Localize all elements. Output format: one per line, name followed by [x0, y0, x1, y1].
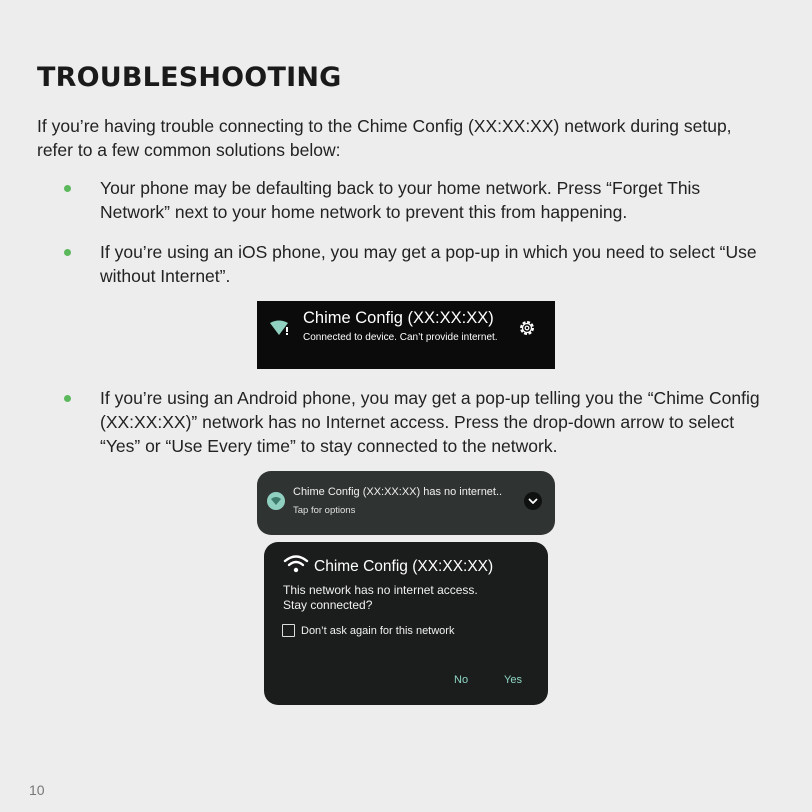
- bullet-text: If you’re using an Android phone, you may get a pop-up telling you the “Chime Config (XX:XX:XX)” network has no Internet access. Press the drop-down arrow to select “Yes” or “Use Every time” to stay connected to the network.: [100, 388, 760, 456]
- no-button: No: [454, 674, 469, 686]
- bullet-text: If you’re using an iOS phone, you may get a pop-up in which you need to select “Use without Internet”.: [100, 242, 757, 286]
- gear-icon: [518, 319, 536, 342]
- ios-network-popup: [257, 301, 555, 369]
- dont-ask-again-checkbox: [282, 624, 295, 637]
- page-number: 10: [29, 782, 45, 798]
- ios-popup-title: Chime Config (XX:XX:XX): [303, 309, 494, 327]
- bullet-text: Your phone may be defaulting back to your home network. Press “Forget This Network” next to your home network to prevent this from happening.: [100, 178, 701, 222]
- bullet-dot: [64, 249, 71, 256]
- dialog-message: [283, 583, 533, 613]
- dont-ask-again-label: Don’t ask again for this network: [301, 625, 455, 637]
- dialog-message-line: Stay connected?: [283, 598, 373, 612]
- intro-paragraph: If you’re having trouble connecting to the Chime Config (XX:XX:XX) network during setup, refer to a few common solutions below:: [37, 116, 732, 160]
- android-network-dialog: [264, 542, 548, 705]
- notification-subtitle: Tap for options: [293, 505, 356, 516]
- wifi-app-icon: [267, 492, 285, 510]
- wifi-icon: [283, 555, 309, 580]
- notification-title: Chime Config (XX:XX:XX) has no internet..: [293, 486, 503, 498]
- android-notification: [257, 471, 555, 535]
- bullet-dot: [64, 185, 71, 192]
- page-title: TROUBLESHOOTING: [37, 62, 342, 93]
- yes-button: Yes: [504, 674, 522, 686]
- bullet-dot: [64, 395, 71, 402]
- dialog-message-line: This network has no internet access.: [283, 583, 478, 597]
- dialog-title: Chime Config (XX:XX:XX): [314, 558, 494, 575]
- chevron-down-icon: [524, 492, 542, 510]
- wifi-warning-icon: [269, 320, 291, 341]
- ios-popup-subtitle: Connected to device. Can’t provide internet.: [303, 332, 498, 343]
